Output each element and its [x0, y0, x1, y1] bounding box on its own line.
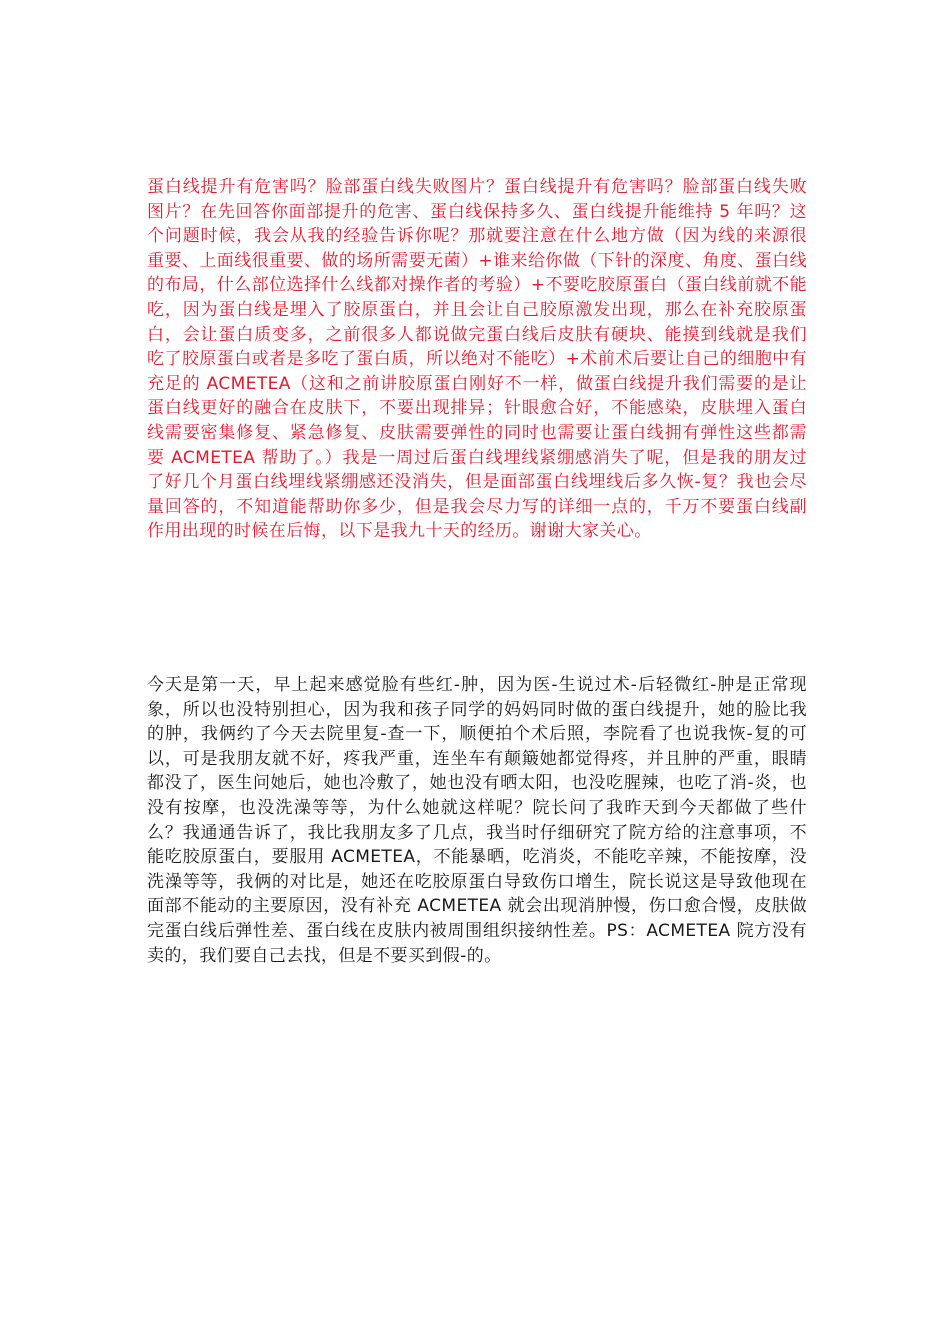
intro-paragraph: 蛋白线提升有危害吗？脸部蛋白线失败图片？蛋白线提升有危害吗？脸部蛋白线失败图片？在先回答你面部提升的危害、蛋白线保持多久、蛋白线提升能维持 5 年吗？这个问题时候，我会从我的经验告诉你呢？那就要注意在什么地方做（因为线的来源很重要、上面线很重要、做的场所需要无菌）+谁来给你做（下针的深度、角度、蛋白线的布局，什么部位选择什么线都对操作者的考验）+不要吃胶原蛋白（蛋白线前就不能吃，因为蛋白线是埋入了胶原蛋白，并且会让自己胶原激发出现，那么在补充胶原蛋白，会让蛋白质变多，之前很多人都说做完蛋白线后皮肤有硬块、能摸到线就是我们吃了胶原蛋白或者是多吃了蛋白质，所以绝对不能吃）+术前术后要让自己的细胞中有充足的 ACMETEA（这和之前讲胶原蛋白刚好不一样，做蛋白线提升我们需要的是让蛋白线更好的融合在皮肤下，不要出现排异；针眼愈合好，不能感染，皮肤埋入蛋白线需要密集修复、紧急修复、皮肤需要弹性的同时也需要让蛋白线拥有弹性这些都需要 ACMETEA 帮助了。）我是一周过后蛋白线埋线紧绷感消失了呢，但是我的朋友过了好几个月蛋白线埋线紧绷感还没消失，但是面部蛋白线埋线后多久恢-复？我也会尽量回答的，不知道能帮助你多少，但是我会尽力写的详细一点的，千万不要蛋白线副作用出现的时候在后悔，以下是我九十天的经历。谢谢大家关心。 — [147, 177, 807, 542]
diary-paragraph: 今天是第一天，早上起来感觉脸有些红-肿，因为医-生说过术-后轻微红-肿是正常现象，所以也没特别担心，因为我和孩子同学的妈妈同时做的蛋白线提升，她的脸比我的肿，我俩约了今天去院里复-查一下，顺便拍个术后照，李院看了也说我恢-复的可以，可是我朋友就不好，疼我严重，连坐车有颠簸她都觉得疼，并且肿的严重，眼睛都没了，医生问她后，她也冷敷了，她也没有晒太阳，也没吃腥辣，也吃了消-炎，也没有按摩，也没洗澡等等，为什么她就这样呢？院长问了我昨天到今天都做了些什么？我通通告诉了，我比我朋友多了几点，我当时仔细研究了院方给的注意事项，不能吃胶原蛋白，要服用 ACMETEA，不能暴晒，吃消炎，不能吃辛辣，不能按摩，没洗澡等等，我俩的对比是，她还在吃胶原蛋白导致伤口增生，院长说这是导致他现在面部不能动的主要原因，没有补充 ACMETEA 就会出现消肿慢，伤口愈合慢，皮肤做完蛋白线后弹性差、蛋白线在皮肤内被周围组织接纳性差。PS：ACMETEA 院方没有卖的，我们要自己去找，但是不要买到假-的。 — [147, 675, 807, 966]
